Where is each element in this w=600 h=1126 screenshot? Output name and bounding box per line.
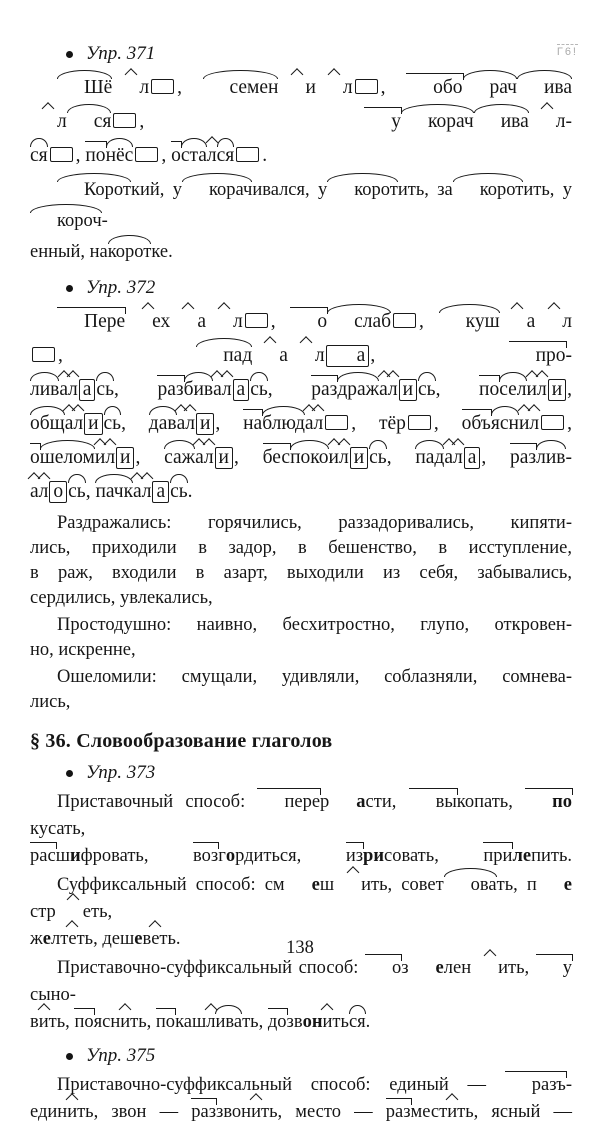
text-line: Раздражались: горячились, раззадоривались, кипяти- [57,513,572,533]
text-line: единить, звон — раззвонить, место — разместить, ясный — [30,1102,572,1122]
morpheme-car: л [529,413,540,434]
zero-ending-box [113,113,136,128]
morpheme-arc: дав [148,413,177,434]
morpheme-car: л [313,413,324,434]
page-number: 138 [286,938,314,958]
morpheme-car: а [195,447,204,468]
morpheme-car: е [68,929,77,949]
morpheme-car: л [68,379,78,400]
morpheme-b: он [302,1012,323,1032]
morpheme-pre: воз [193,846,219,866]
morpheme-b: а [356,792,366,812]
morpheme-arc: ива [517,78,572,98]
text-paragraph [30,511,572,611]
morpheme-car: л [338,447,349,468]
morpheme-arc: пад [196,346,252,366]
morpheme-pre: объ [461,413,491,434]
text-line: Суффиксальный способ: см еш ить, совет овать, п естр еть, [30,875,572,922]
morpheme-car: л [185,413,195,434]
morpheme-arc: сь [68,481,86,502]
morpheme-car: л [105,447,116,468]
morpheme-end: и [84,413,102,435]
morpheme-end: а [152,481,169,503]
zero-ending-box [393,313,416,328]
morpheme-pre: раз [311,379,338,400]
morpheme-pre: разъ [505,1076,566,1095]
text-line: ошеломил и , сажал и , беспокоил и сь, падал а , разлив- [30,447,573,468]
morpheme-pre: о [30,447,40,468]
text-line: Ошеломили: смущали, удивляли, соблазняли, сомнева- [57,667,572,687]
morpheme-end: а [326,345,370,367]
morpheme-arc: ста [180,145,207,166]
morpheme-car: и [120,1012,131,1032]
morpheme-b: е [134,929,143,949]
morpheme-car: и [278,78,315,98]
morpheme-car: л [453,447,463,468]
text-line: сердились, увлекались, [30,588,213,608]
morpheme-arc: корач [401,112,474,132]
morpheme-car: л [30,112,67,132]
morpheme-end: а [464,447,481,469]
morpheme-car: л [73,413,84,434]
morpheme-car: л [387,379,398,400]
page-content [30,43,572,1126]
morpheme-pre: рас [30,846,56,866]
morpheme-arc: семен [203,78,279,98]
zero-ending-box [325,415,348,430]
morpheme-b: и [69,846,81,866]
morpheme-car: а [133,481,142,502]
morpheme-car: и [518,413,530,434]
text-line: вить, пояснить, покашливать, дозвониться. [30,1012,371,1032]
morpheme-car: а [379,379,388,400]
morpheme-car: а [500,312,536,332]
morpheme-car: а [64,413,74,434]
morpheme-arc: пачк [95,481,134,502]
morph-paragraph [30,1072,572,1126]
morpheme-pre: о [171,145,181,166]
morph-paragraph [30,175,572,268]
morph-paragraph [30,955,572,1036]
morpheme-car: е [151,929,160,949]
morpheme-arc: слаб [327,312,391,332]
morpheme-pre: по [74,1012,94,1032]
text-paragraph [30,665,572,715]
morpheme-pre: по [155,1012,176,1032]
morpheme-end: и [399,379,417,401]
morpheme-car: и [526,379,537,400]
morpheme-car: л [288,346,325,366]
morpheme-car: а [176,413,186,434]
morpheme-car: а [252,346,288,366]
morpheme-arc: корач [182,181,252,200]
morpheme-car: и [251,1102,261,1122]
section-heading: § 36. Словообразование глаголов [30,730,333,752]
morpheme-end: и [116,447,134,469]
morpheme-arc: пад [415,447,445,468]
text-line: лись, [30,692,71,712]
morpheme-arc: ясн [490,413,519,434]
morpheme-arc: общ [30,413,65,434]
morpheme-pre: раз [385,1102,411,1122]
morpheme-b: е [435,958,444,978]
morpheme-car: а [444,447,453,468]
morpheme-car: и [447,1102,458,1122]
morpheme-car: и [67,1102,78,1122]
morpheme-car: и [471,959,508,978]
morpheme-arc: ова [444,876,497,895]
morpheme-end: и [350,447,368,469]
morpheme-pre: до [267,1012,287,1032]
zero-ending-box [151,79,174,94]
morpheme-arc: сь [96,379,114,400]
morpheme-pre: у [364,112,401,132]
morpheme-car: л [206,145,217,166]
morpheme-pre: при [483,846,513,866]
morpheme-arc: ся [348,1012,366,1032]
zero-ending-box [355,79,378,94]
morpheme-arc: сь [250,379,268,400]
morpheme-arc: корот [327,181,398,200]
morpheme-arc: лив [30,379,60,400]
morpheme-pre: обо [406,78,462,98]
morph-paragraph [30,789,572,870]
text-line: желтеть, дешеветь. [30,929,181,949]
morpheme-pre: из [345,846,364,866]
morpheme-arc: куш [439,312,500,332]
morpheme-car: а [30,481,39,502]
morpheme-arc: ся [30,145,48,166]
exercise-header [66,43,572,65]
scan-artifact: Г6! [556,46,578,58]
morpheme-arc: лив [536,447,566,468]
morph-paragraph [30,71,572,173]
morpheme-pre: вы [409,793,457,812]
morpheme-end: а [233,379,250,401]
text-paragraph [30,613,572,663]
bullet-icon [66,51,73,58]
morpheme-arc: саж [164,447,196,468]
morpheme-arc: ива [474,112,529,132]
morpheme-end: а [79,379,96,401]
zero-ending-box [245,313,268,328]
bullet-icon [66,770,73,777]
morpheme-car: л [141,481,152,502]
morpheme-pre: раз [510,447,537,468]
morpheme-pre: раз [157,379,184,400]
morpheme-end: и [196,413,214,435]
text-line: Приставочный способ: перер асти, выкопать, покусать, [30,792,573,839]
morpheme-pre: пере [257,793,320,812]
exercise-label: Упр. 375 [86,1045,156,1066]
bullet-icon [66,1053,73,1060]
text-line: енный, накоротке. [30,242,173,262]
morpheme-pre-b: по [525,793,572,812]
morpheme-car: л [316,78,353,98]
text-line: Простодушно: наивно, бесхитростно, глупо, откровен- [57,615,572,635]
morpheme-arc: Корот [57,181,131,200]
morpheme-arc: короч [30,212,102,231]
morpheme-arc: сь [418,379,436,400]
morpheme-arc: бив [183,379,214,400]
morpheme-pre: по [479,379,500,400]
bullet-icon [66,285,73,292]
morpheme-car: и [328,447,339,468]
zero-ending-box [135,147,158,162]
morpheme-car: и [38,1012,49,1032]
text-line: расшифровать, возгордиться, изрисовать, прилепить. [30,846,573,866]
morpheme-pre: о [290,312,327,332]
morpheme-end: и [215,447,233,469]
zero-ending-box [408,415,431,430]
morpheme-arc: драж [337,379,380,400]
text-line: Короткий, у корачивался, у коротить, за коротить, укороч- [30,175,572,237]
morpheme-pre: на [243,413,263,434]
morpheme-b: е [563,875,572,895]
morpheme-car: л [203,447,214,468]
morpheme-arc: рач [463,78,517,98]
morpheme-end: и [548,379,566,401]
morpheme-arc: ся [67,112,112,132]
morpheme-b: е [42,929,52,949]
text-line: ся , понёс , остался . [30,145,268,166]
morpheme-car: ех [125,312,170,332]
morpheme-pre: о [365,959,401,978]
exercise-label: Упр. 373 [86,762,156,783]
morpheme-car: л [206,312,243,332]
morpheme-arc: ива [215,1012,243,1032]
zero-ending-box [236,147,259,162]
morpheme-car: л [221,379,232,400]
text-line: Приставочно-суффиксальный способ: оз елен ить, усыно- [30,958,572,1005]
morpheme-car: л [206,1012,216,1032]
morpheme-pre: Пере [57,312,125,332]
morpheme-arc: сь [103,413,122,434]
morpheme-pre: бес [262,447,291,468]
text-line: ал о сь, пачкал а сь. [30,481,193,502]
morpheme-b: е [311,875,320,895]
morpheme-arc: поко [290,447,329,468]
exercise-label: Упр. 372 [86,277,156,298]
exercise-header [66,1045,572,1067]
zero-ending-box [541,415,564,430]
morpheme-car: а [170,312,206,332]
morpheme-arc: сь [369,447,387,468]
morpheme-car: е [56,903,91,922]
morpheme-b: ле [512,846,532,866]
morpheme-pre: у [536,959,572,978]
text-line: в раж, входили в азарт, выходили из себя, забывались, [30,563,572,583]
exercise-header [66,277,572,299]
morpheme-car: и [334,876,371,895]
morpheme-car: и [322,1012,333,1032]
text-line: Пере ех а л , о слаб , куш а л, пад а л а , про- [30,305,572,373]
morpheme-car: л [38,481,49,502]
morpheme-car: л [535,312,572,332]
morpheme-arc: шелом [39,447,95,468]
exercise-label: Упр. 371 [86,43,156,64]
morpheme-car: а [304,413,314,434]
morpheme-car: а [213,379,222,400]
morpheme-arc: нёс [105,145,134,166]
text-line: общал и сь, давал и , наблюдал , тёр , объяснил , [30,413,572,434]
morpheme-arc: сь [170,481,188,502]
zero-ending-box [32,347,55,362]
morpheme-end: о [49,481,67,503]
morpheme-arc: Шё [57,78,112,98]
morpheme-pre: по [85,145,106,166]
morph-paragraph [30,305,572,509]
text-line: Приставочно-суффиксальный способ: единый — разъ- [57,1075,572,1095]
morpheme-b: ри [363,846,384,866]
morpheme-b: о [225,846,236,866]
text-line: но, искренне, [30,640,136,660]
morpheme-car: л [529,112,566,132]
zero-ending-box [50,147,73,162]
morpheme-pre: раз [191,1102,217,1122]
text-line: ливал а сь, разбивал а сь, раздражал и сь, поселил и , [30,379,572,400]
text-line: Шё л , семен и л , обо рач ивал ся , у корач ива л- [30,71,572,139]
morpheme-car: л [536,379,547,400]
morpheme-arc: блюд [262,413,305,434]
morpheme-pre: про [509,346,566,366]
morpheme-arc: ся [216,145,235,166]
morpheme-car: а [59,379,69,400]
morpheme-car: л [112,78,149,98]
morpheme-arc: корот [107,242,152,262]
exercise-header [66,762,572,784]
text-line: лись, приходили в задор, в бешенство, в исступление, [30,538,572,558]
morpheme-arc: корот [453,181,524,200]
morpheme-arc: сел [499,379,527,400]
morpheme-car: и [94,447,106,468]
